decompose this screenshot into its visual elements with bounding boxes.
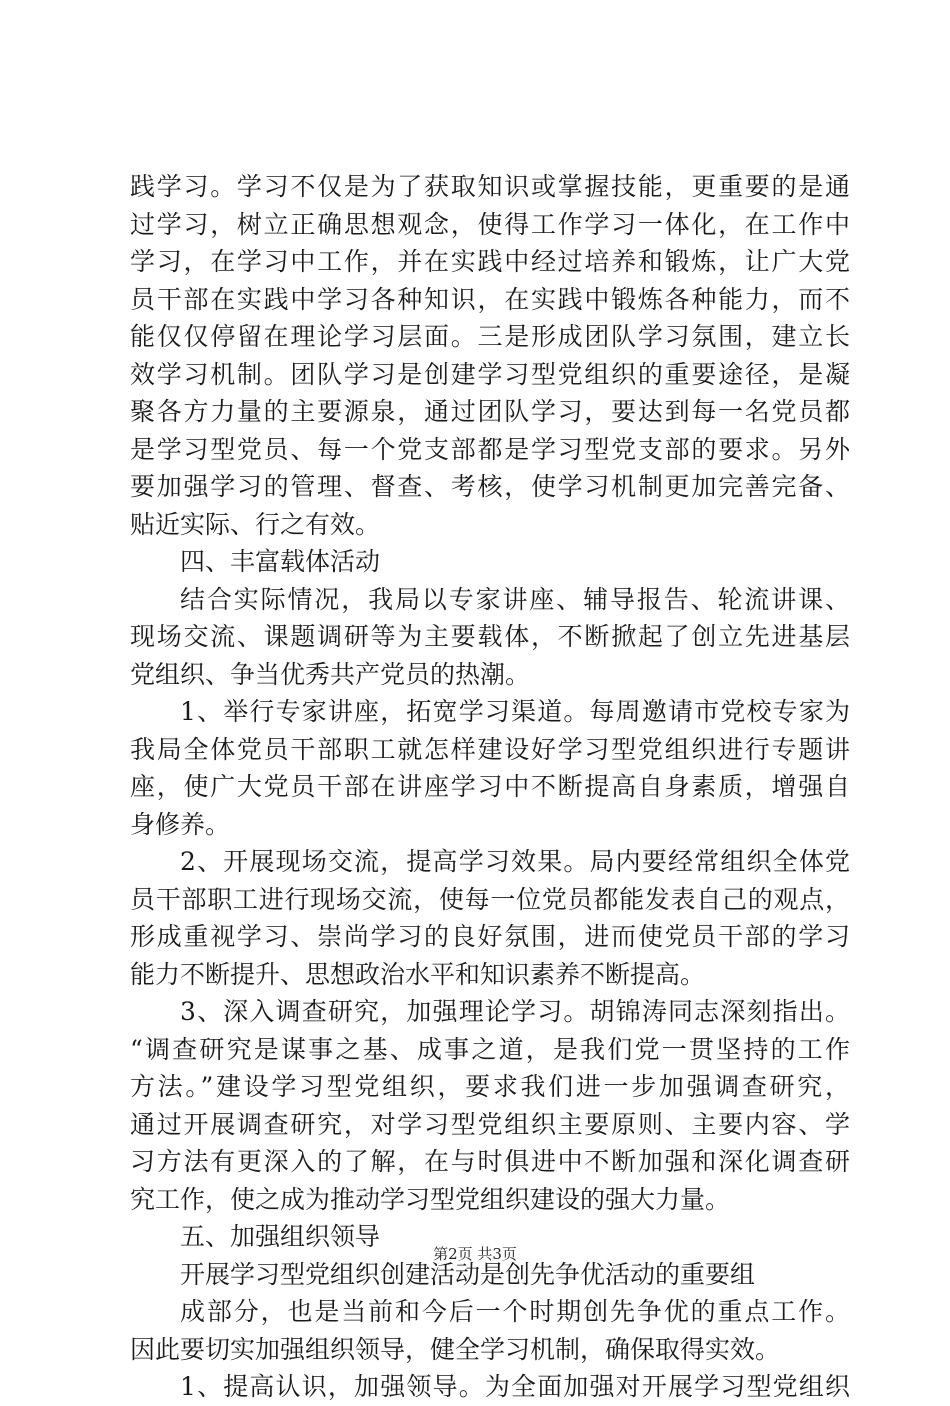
text-line: 要加强学习的管理、督查、考核，使学习机制更加完善完备、: [130, 472, 850, 501]
text-line: 1、举行专家讲座，拓宽学习渠道。每周邀请市党校专家为: [180, 697, 850, 726]
text-line: 是学习型党员、每一个党支部都是学习型党支部的要求。另外: [130, 434, 850, 464]
text-line: 1、提高认识，加强领导。为全面加强对开展学习型党组织: [180, 1372, 850, 1401]
text-line: 员干部职工进行现场交流，使每一位党员都能发表自己的观点，: [130, 884, 850, 914]
text-line: 通过开展调查研究，对学习型党组织主要原则、主要内容、学: [130, 1109, 850, 1139]
text-line: 五、加强组织领导: [180, 1222, 381, 1251]
text-line: 身修养。: [130, 809, 231, 839]
text-line: 效学习机制。团队学习是创建学习型党组织的重要途径，是凝: [130, 359, 850, 389]
text-line: 学习，在学习中工作，并在实践中经过培养和锻炼，让广大党: [130, 247, 850, 276]
text-line: 座，使广大党员干部在讲座学习中不断提高自身素质，增强自: [130, 772, 850, 801]
text-line: 2、开展现场交流，提高学习效果。局内要经常组织全体党: [180, 847, 850, 876]
text-line: 贴近实际、行之有效。: [130, 509, 381, 539]
text-line: 员干部在实践中学习各种知识，在实践中锻炼各种能力，而不: [130, 284, 850, 314]
text-line: 现场交流、课题调研等为主要载体，不断掀起了创立先进基层: [130, 622, 850, 651]
text-line: 践学习。学习不仅是为了获取知识或掌握技能，更重要的是通: [130, 172, 850, 201]
text-line: 成部分，也是当前和今后一个时期创先争优的重点工作。: [180, 1297, 850, 1326]
text-line: 结合实际情况，我局以专家讲座、辅导报告、轮流讲课、: [180, 584, 850, 614]
page-footer: 第2页 共3页: [433, 1245, 517, 1263]
text-line: 3、深入调查研究，加强理论学习。胡锦涛同志深刻指出。: [180, 997, 850, 1026]
text-line: 过学习，树立正确思想观念，使得工作学习一体化，在工作中: [130, 209, 850, 239]
text-line: 四、丰富载体活动: [180, 547, 381, 576]
text-line: 因此要切实加强组织领导，健全学习机制，确保取得实效。: [130, 1334, 781, 1364]
text-line: 方法。”建设学习型党组织，要求我们进一步加强调查研究，: [130, 1072, 850, 1101]
text-line: 党组织、争当优秀共产党员的热潮。: [130, 659, 531, 689]
text-line: 究工作，使之成为推动学习型党组织建设的强大力量。: [130, 1184, 731, 1214]
text-line: 开展学习型党组织创建活动是创先争优活动的重要组: [180, 1259, 756, 1289]
text-line: 习方法有更深入的了解，在与时俱进中不断加强和深化调查研: [130, 1147, 850, 1176]
text-line: 形成重视学习、崇尚学习的良好氛围，进而使党员干部的学习: [130, 922, 850, 951]
text-line: 能力不断提升、思想政治水平和知识素养不断提高。: [130, 959, 706, 989]
text-line: 我局全体党员干部职工就怎样建设好学习型党组织进行专题讲: [130, 734, 850, 764]
text-line: “调查研究是谋事之基、成事之道，是我们党一贯坚持的工作: [130, 1034, 850, 1064]
text-line: 聚各方力量的主要源泉，通过团队学习，要达到每一名党员都: [130, 397, 850, 426]
text-line: 能仅仅停留在理论学习层面。三是形成团队学习氛围，建立长: [130, 322, 850, 351]
document-body: [130, 168, 850, 1406]
